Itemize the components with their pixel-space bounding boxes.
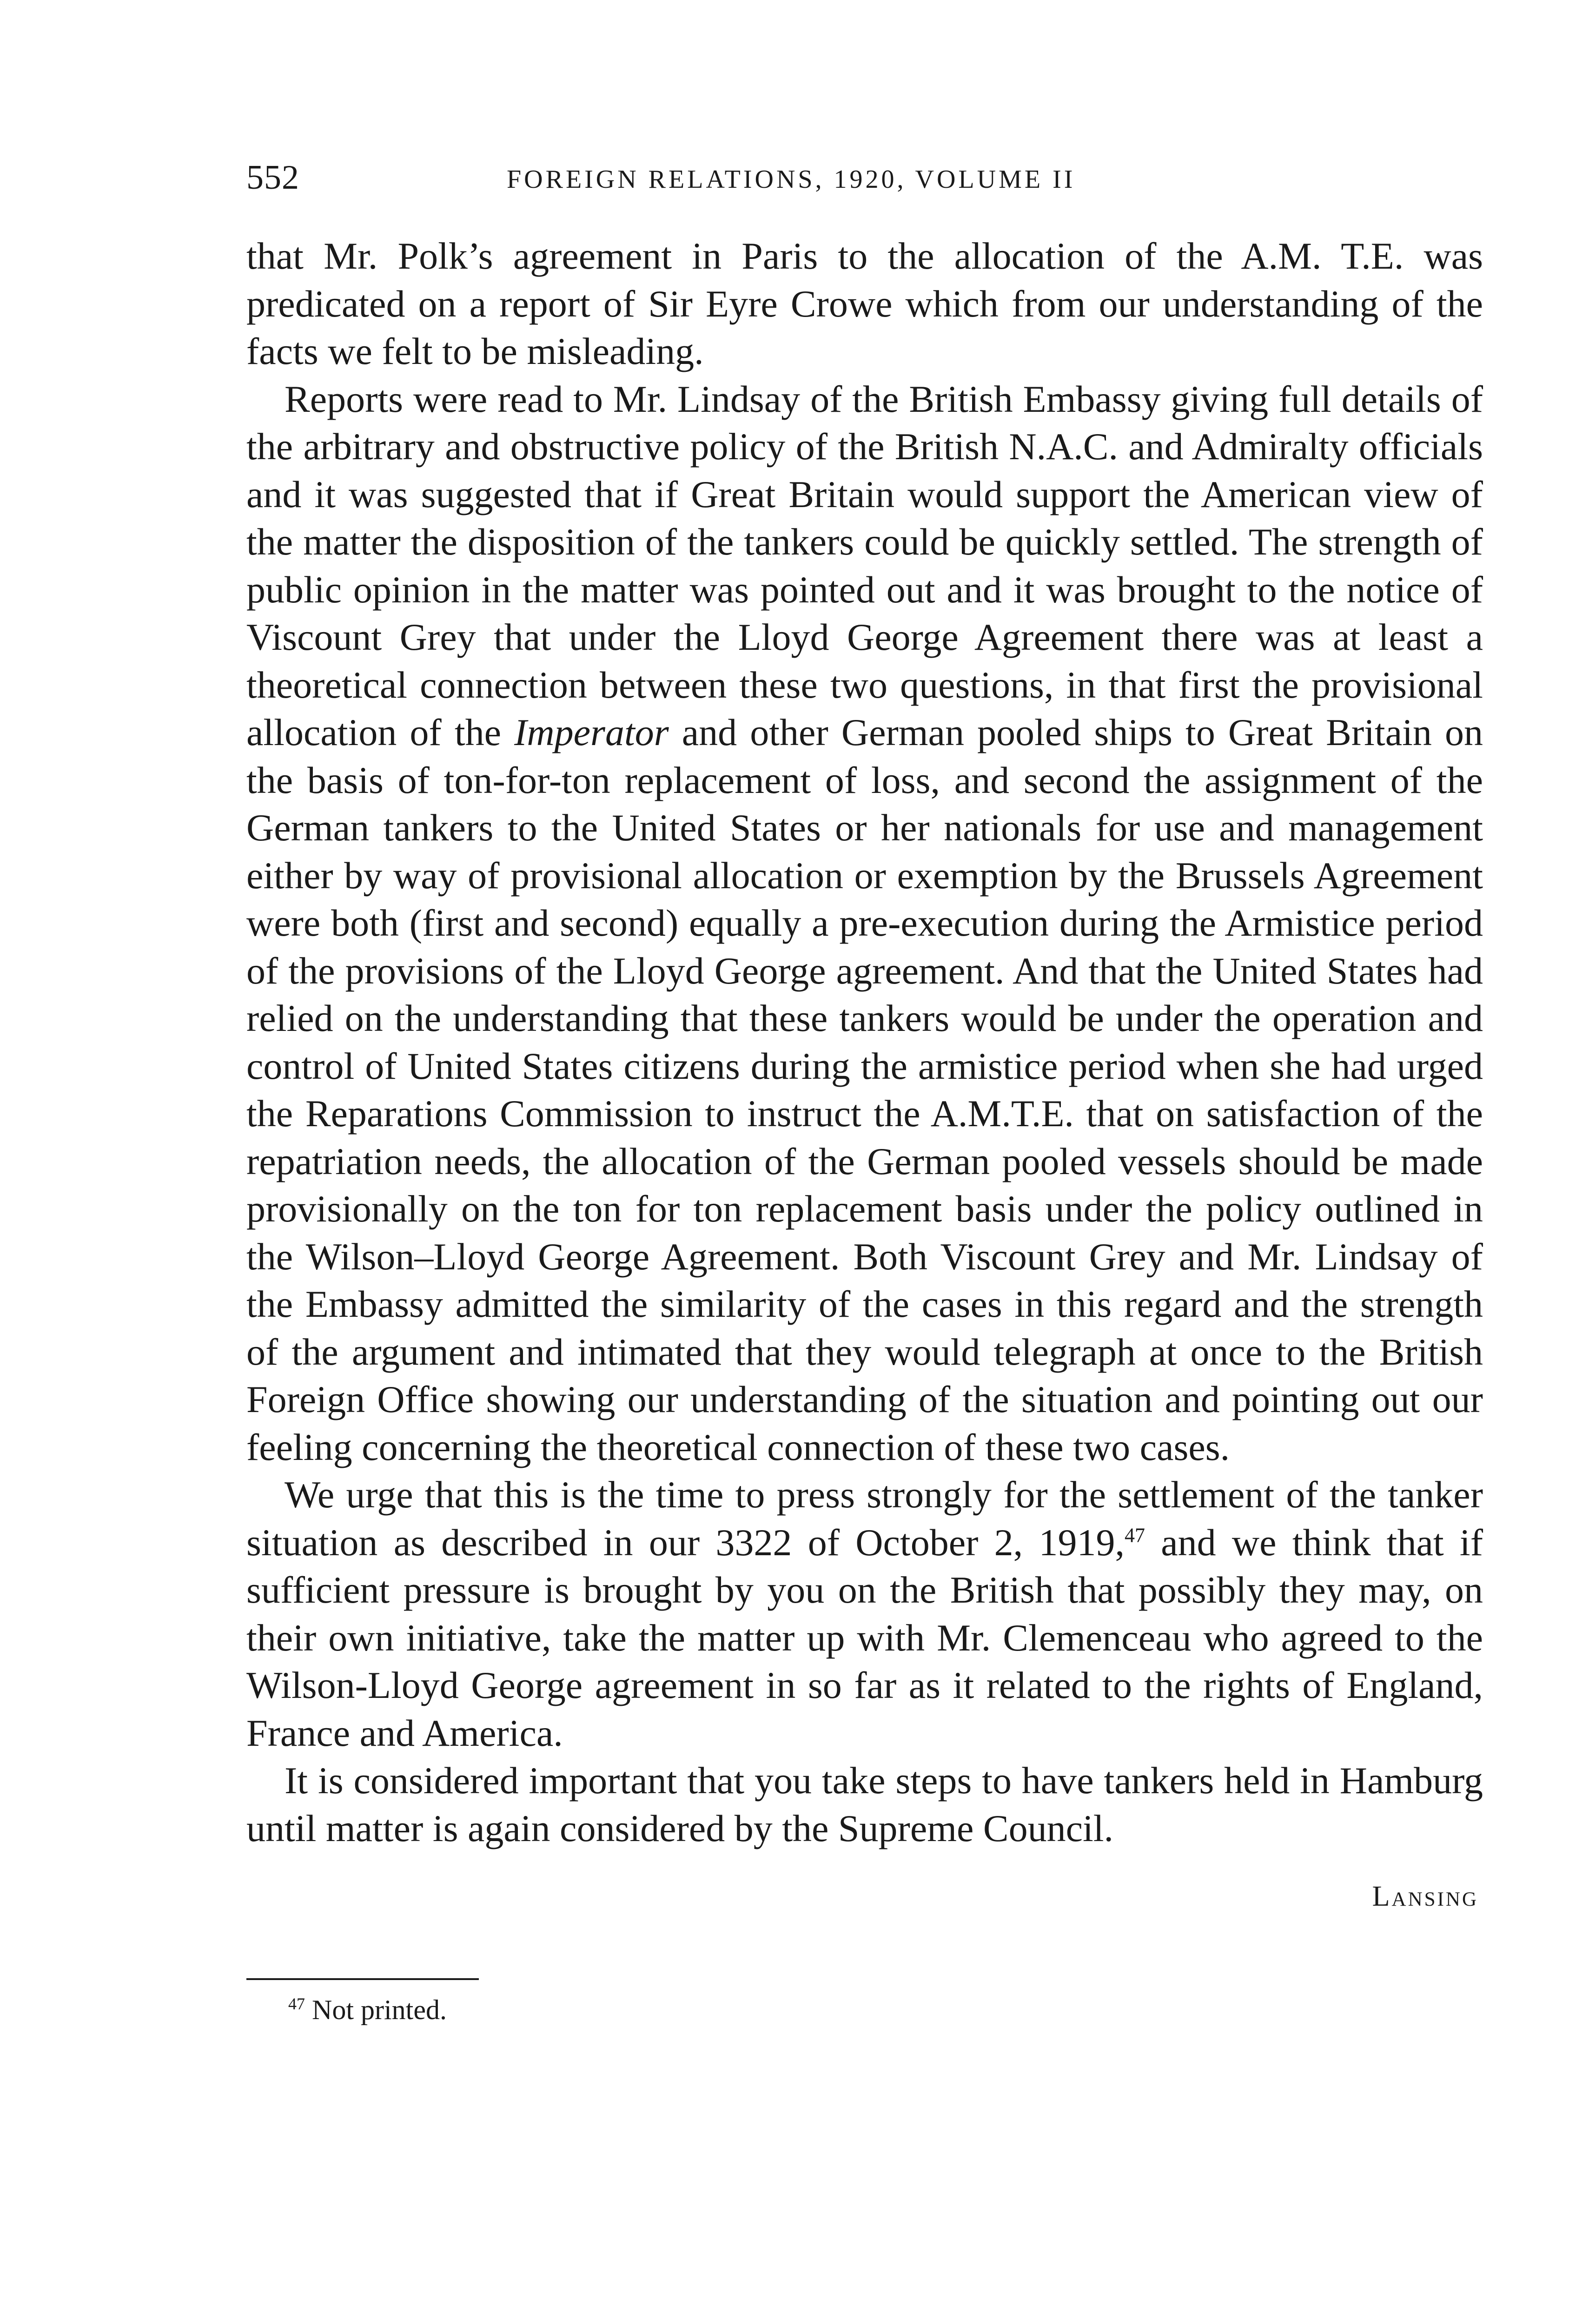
paragraph-text: We urge that this is the time to press strongly for the settlement of the tanker situation as described in our 3322 of October 2, 1919, bbox=[246, 1473, 1483, 1564]
document-page bbox=[246, 158, 1483, 2026]
ship-name-italic: Imperator bbox=[514, 711, 669, 753]
running-title: FOREIGN RELATIONS, 1920, VOLUME II bbox=[507, 165, 1076, 194]
running-header bbox=[246, 158, 1483, 200]
footnote-reference: 47 bbox=[1124, 1524, 1145, 1547]
letter-body bbox=[246, 232, 1483, 1852]
paragraph-text: and other German pooled ships to Great Britain on the basis of ton-for-ton replacement of loss, and second the assignment of the German tankers to the United States or her nationals for use and management either by way of provisional allocation or exemption by the Brussels Agreement were both (first and second) equally a pre-execution during the Armistice period of the provisions of the Lloyd George agreement. And that the United States had relied on the understanding that these tankers would be under the operation and control of United States citizens during the armistice period when she had urged the Reparations Commission to instruct the A.M.T.E. that on satisfaction of the repatriation needs, the allocation of the German pooled vessels should be made provisionally on the ton for ton replacement basis under the policy outlined in the Wilson–Lloyd George Agreement. Both Viscount Grey and Mr. Lindsay of the Embassy admitted the similarity of the cases in this regard and the strength of the argument and intimated that they would telegraph at once to the British Foreign Office showing our understanding of the situation and pointing out our feeling concerning the theoretical connection of these two cases. bbox=[246, 711, 1483, 1468]
paragraph-text: Reports were read to Mr. Lindsay of the British Embassy giving full details of the arbitrary and obstructive policy of the British N.A.C. and Admiralty officials and it was suggested that if Great Britain would support the American view of the matter the disposition of the tankers could be quickly settled. The strength of public opinion in the matter was pointed out and it was brought to the notice of Viscount Grey that under the Lloyd George Agreement there was at least a theoretical connection between these two questions, in that first the provisional allocation of the bbox=[246, 377, 1483, 753]
paragraph-continuation: that Mr. Polk’s agreement in Paris to the allocation of the A.M. T.E. was predicated on a report of Sir Eyre Crowe which from our understanding of the facts we felt to be misleading. bbox=[246, 235, 1483, 372]
paragraph-reports bbox=[246, 376, 1483, 1472]
paragraph-urge bbox=[246, 1471, 1483, 1757]
footnote-divider bbox=[246, 1978, 479, 1980]
paragraph-text: and we think that if sufficient pressure is brought by you on the British that possibly they may, on their own initiative, take the matter up with Mr. Clemenceau who agreed to the Wilson-Lloyd George agreement in so far as it related to the rights of England, France and America. bbox=[246, 1521, 1483, 1754]
paragraph-tankers: It is considered important that you take steps to have tankers held in Hamburg until matter is again considered by the Supreme Council. bbox=[246, 1759, 1483, 1849]
signature: Lansing bbox=[1372, 1881, 1478, 1912]
footnote bbox=[288, 1994, 1483, 2026]
footnote-text: Not printed. bbox=[312, 1994, 447, 2025]
page-number: 552 bbox=[246, 158, 299, 197]
footnote-marker: 47 bbox=[288, 1994, 305, 2013]
